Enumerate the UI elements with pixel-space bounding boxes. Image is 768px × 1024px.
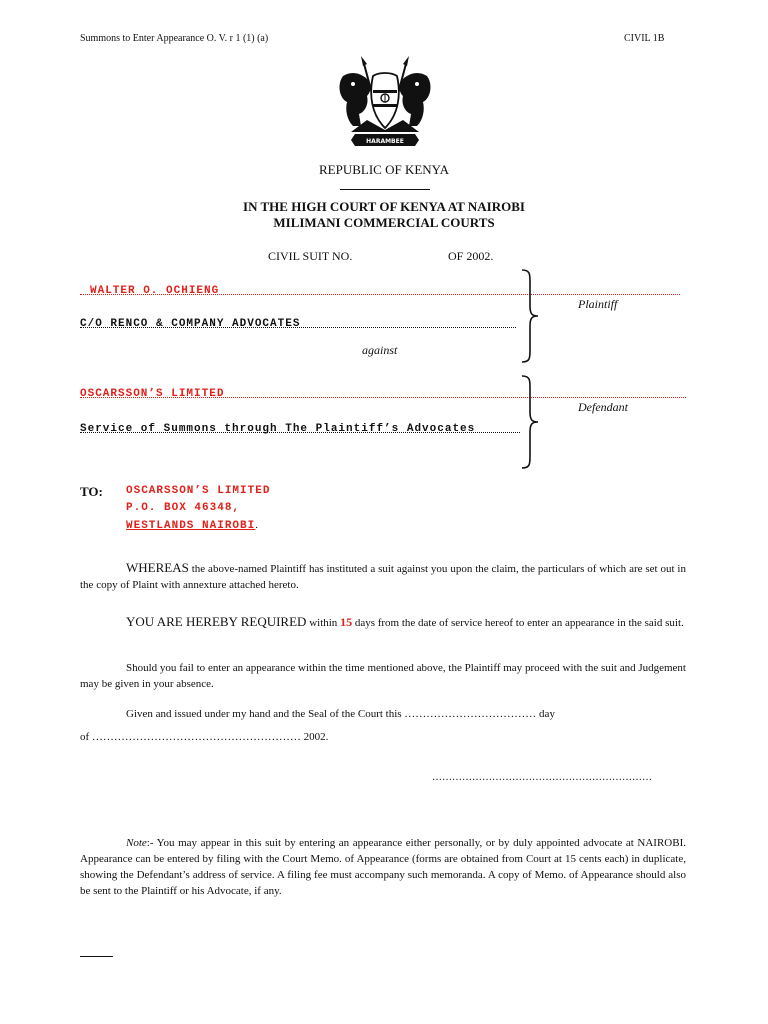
svg-text:HARAMBEE: HARAMBEE	[366, 138, 404, 145]
addressee-line-1: OSCARSSON’S LIMITED	[126, 485, 271, 497]
republic-title: REPUBLIC OF KENYA	[318, 162, 449, 177]
signature-line: …………………………………………………………	[432, 772, 652, 783]
civil-suit-year: OF 2002.	[448, 249, 494, 263]
whereas-text: the above-named Plaintiff has instituted a suit against you upon the claim, the particulars of which are set out in the copy of Plaint with annexture attached hereto.	[80, 563, 686, 591]
fail-paragraph: Should you fail to enter an appearance within the time mentioned above, the Plaintiff may proceed with the suit and Judgement may be given in your absence.	[80, 662, 686, 690]
required-within: within	[306, 617, 341, 629]
given-line: Given and issued under my hand and the Seal of the Court this ……………………………… day	[126, 708, 555, 720]
plaintiff-brace	[518, 268, 542, 364]
of-date-line: of ………………………………………………… 2002.	[80, 731, 329, 743]
addressee-line-2: P.O. BOX 46348,	[126, 502, 241, 514]
plaintiff-line	[80, 280, 680, 295]
required-text: days from the date of service hereof to enter an appearance in the said suit.	[352, 617, 684, 629]
civil-suit-label: CIVIL SUIT NO.	[268, 249, 353, 263]
against-label: against	[362, 343, 398, 357]
required-days: 15	[340, 615, 353, 629]
defendant-name: OSCARSSON’S LIMITED	[80, 388, 225, 400]
defendant-brace	[518, 374, 542, 470]
defendant-role: Defendant	[578, 400, 628, 414]
note-paragraph	[80, 835, 686, 899]
note-text: :- You may appear in this suit by entering an appearance either personally, or by duly appointed advocate at NAIROBI. Appearance can be entered by filing with the Court Memo. of Appearance (forms are obtained from Court at 15 cents each) in duplicate, showing the Defendant’s address of service. A filing fee must accompany such memoranda. A copy of Memo. of Appearance should also be sent to the Plaintiff or his Advocate, if any.	[80, 837, 686, 897]
court-name: IN THE HIGH COURT OF KENYA AT NAIROBI	[243, 199, 525, 214]
plaintiff-care-of-line	[80, 313, 516, 328]
whereas-lead: WHEREAS	[126, 560, 189, 575]
plaintiff-name: WALTER O. OCHIENG	[90, 285, 220, 297]
addressee-line-3-wrap	[126, 519, 258, 532]
title-divider	[340, 189, 430, 190]
required-lead: YOU ARE HEREBY REQUIRED	[126, 614, 307, 629]
note-label: Note	[126, 837, 147, 849]
court-division: MILIMANI COMMERCIAL COURTS	[273, 215, 495, 230]
plaintiff-care-of: C/O RENCO & COMPANY ADVOCATES	[80, 318, 301, 330]
kenya-coat-of-arms-icon	[333, 54, 437, 150]
required-paragraph	[80, 614, 686, 631]
form-reference: Summons to Enter Appearance O. V. r 1 (1) (a)	[80, 33, 269, 44]
to-label: TO:	[80, 484, 103, 499]
addressee-line-3-suffix: .	[255, 519, 258, 531]
whereas-paragraph	[80, 560, 686, 593]
plaintiff-role: Plaintiff	[578, 297, 618, 311]
defendant-line	[80, 383, 686, 398]
defendant-service-line	[80, 418, 520, 433]
defendant-service: Service of Summons through The Plaintiff’s Advocates	[80, 423, 476, 435]
addressee-line-3: WESTLANDS NAIROBI	[126, 520, 256, 532]
footer-rule	[80, 956, 113, 957]
form-code: CIVIL 1B	[624, 33, 665, 44]
